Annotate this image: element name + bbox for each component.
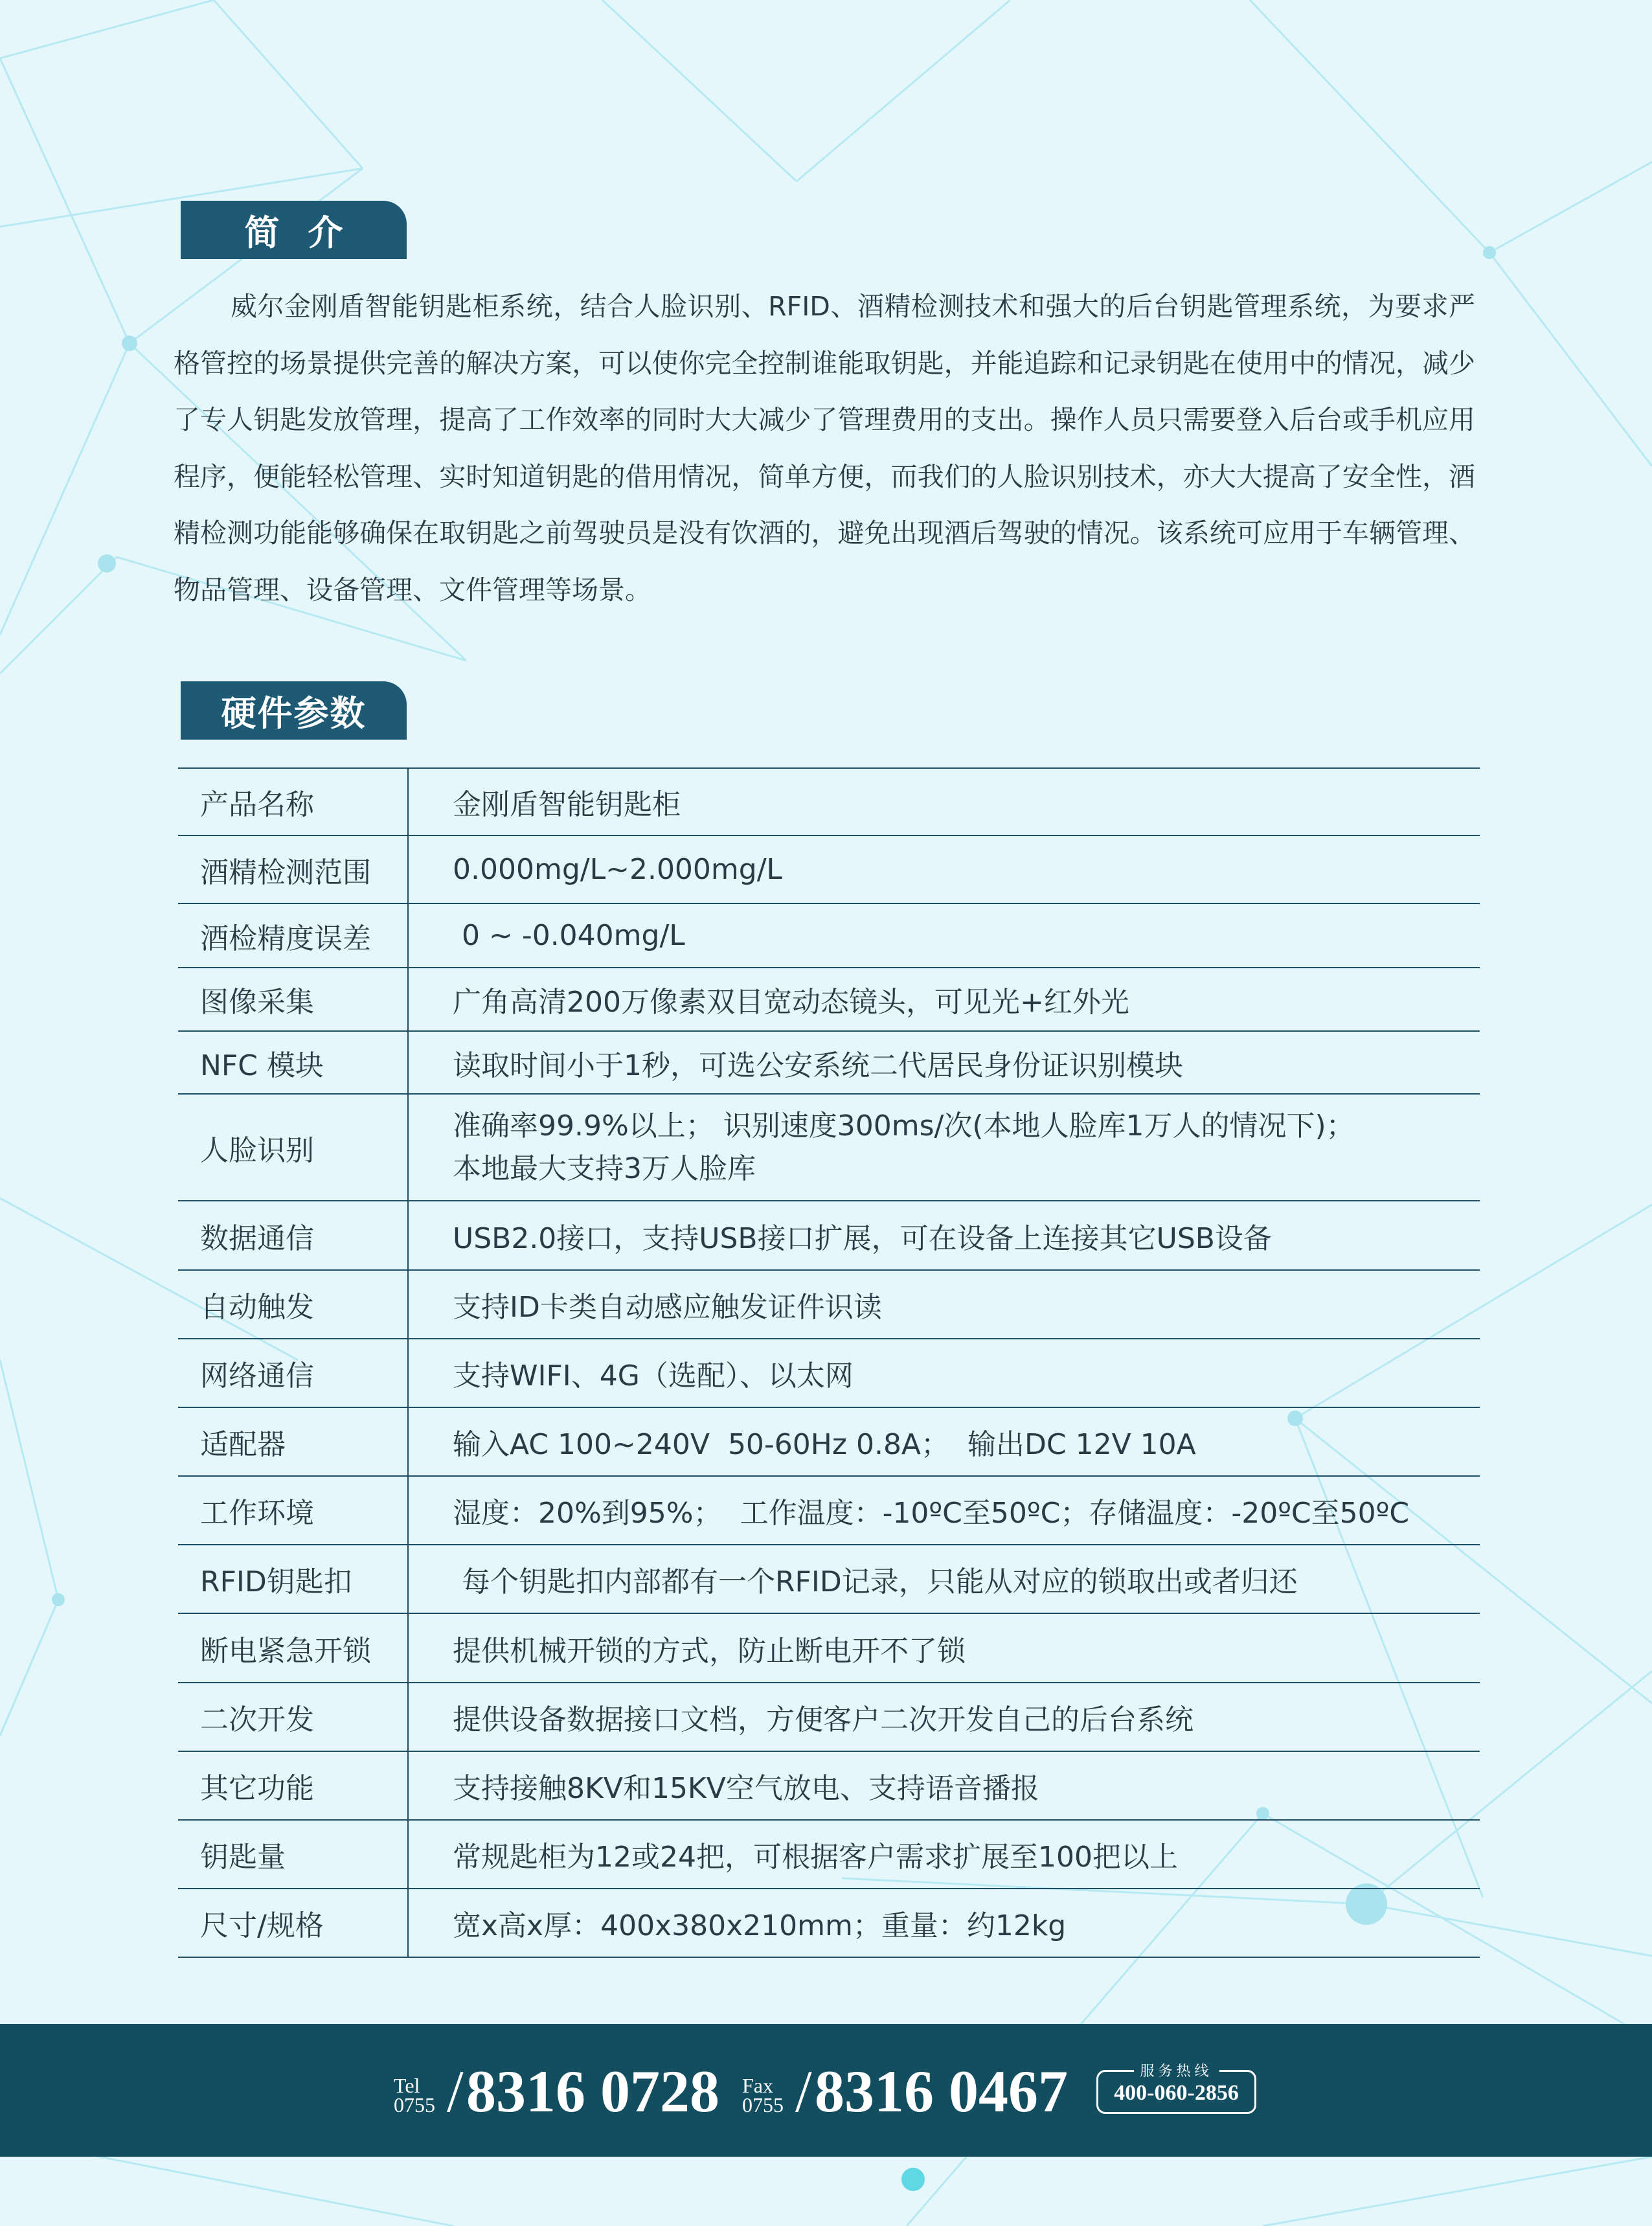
fax-number[interactable]: 8316 0467 — [815, 2058, 1068, 2124]
row-value: 宽x高x厚：400x380x210mm；重量：约12kg — [408, 1889, 1480, 1957]
fax-area-code: 0755 — [742, 2093, 784, 2117]
table-row — [178, 1889, 1480, 1957]
intro-paragraph: 威尔金刚盾智能钥匙柜系统，结合人脸识别、RFID、酒精检测技术和强大的后台钥匙管理系统，为要求严格管控的场景提供完善的解决方案，可以使你完全控制谁能取钥匙，并能追踪和记录钥匙在使用中的情况，减少了专人钥匙发放管理，提高了工作效率的同时大大减少了管理费用的支出。操作人员只需要登入后台或手机应用程序，便能轻松管理、实时知道钥匙的借用情况，简单方便，而我们的人脸识别技术，亦大大提高了安全性，酒精检测功能能够确保在取钥匙之前驾驶员是没有饮酒的，避免出现酒后驾驶的情况。该系统可应用于车辆管理、物品管理、设备管理、文件管理等场景。 — [174, 291, 1475, 606]
hotline-number[interactable]: 400-060-2856 — [1114, 2081, 1239, 2105]
row-value — [408, 1094, 1480, 1201]
table-row — [178, 1201, 1480, 1270]
row-value: 提供机械开锁的方式，防止断电开不了锁 — [408, 1613, 1480, 1683]
table-row — [178, 1545, 1480, 1613]
row-value: 广角高清200万像素双目宽动态镜头，可见光+红外光 — [408, 968, 1480, 1031]
row-value: 支持ID卡类自动感应触发证件识读 — [408, 1270, 1480, 1339]
row-label: 二次开发 — [178, 1683, 408, 1751]
row-label: 酒检精度误差 — [178, 903, 408, 968]
tel-area-code: 0755 — [394, 2093, 435, 2117]
table-row — [178, 1613, 1480, 1683]
row-value: 输入AC 100~240V 50-60Hz 0.8A； 输出DC 12V 10A — [408, 1407, 1480, 1476]
hotline-badge — [1096, 2063, 1256, 2114]
row-label: 人脸识别 — [178, 1094, 408, 1201]
table-row — [178, 1820, 1480, 1889]
row-label: 断电紧急开锁 — [178, 1613, 408, 1683]
table-row — [178, 903, 1480, 968]
table-row — [178, 1094, 1480, 1201]
fax-divider: / — [795, 2058, 812, 2124]
table-row — [178, 968, 1480, 1031]
row-value: 支持接触8KV和15KV空气放电、支持语音播报 — [408, 1751, 1480, 1820]
table-row — [178, 1270, 1480, 1339]
row-label: 钥匙量 — [178, 1820, 408, 1889]
row-label: 工作环境 — [178, 1476, 408, 1545]
row-value: 支持WIFI、4G（选配）、以太网 — [408, 1339, 1480, 1407]
table-row — [178, 1683, 1480, 1751]
row-value: 常规匙柜为12或24把，可根据客户需求扩展至100把以上 — [408, 1820, 1480, 1889]
table-row — [178, 1339, 1480, 1407]
row-value: 金刚盾智能钥匙柜 — [408, 768, 1480, 835]
row-label: 自动触发 — [178, 1270, 408, 1339]
row-value: USB2.0接口，支持USB接口扩展，可在设备上连接其它USB设备 — [408, 1201, 1480, 1270]
row-value: 0 ~ -0.040mg/L — [408, 903, 1480, 968]
row-label: 产品名称 — [178, 768, 408, 835]
row-label: 数据通信 — [178, 1201, 408, 1270]
row-value-line-1: 准确率99.9%以上； 识别速度300ms/次(本地人脸库1万人的情况下)； — [453, 1109, 1355, 1142]
table-row — [178, 835, 1480, 903]
row-value: 0.000mg/L~2.000mg/L — [408, 835, 1480, 903]
row-label: 其它功能 — [178, 1751, 408, 1820]
table-row — [178, 1031, 1480, 1094]
table-row — [178, 1407, 1480, 1476]
row-label: 网络通信 — [178, 1339, 408, 1407]
row-label: NFC 模块 — [178, 1031, 408, 1094]
contact-footer — [0, 2024, 1652, 2157]
row-value: 读取时间小于1秒，可选公安系统二代居民身份证识别模块 — [408, 1031, 1480, 1094]
row-label: 适配器 — [178, 1407, 408, 1476]
tel-divider: / — [447, 2058, 464, 2124]
row-value: 提供设备数据接口文档，方便客户二次开发自己的后台系统 — [408, 1683, 1480, 1751]
table-row — [178, 1476, 1480, 1545]
intro-section-title: 简介 — [181, 201, 407, 259]
table-row — [178, 768, 1480, 835]
fax-label: Fax — [742, 2074, 773, 2097]
row-label: 尺寸/规格 — [178, 1889, 408, 1957]
row-value: 湿度：20%到95%； 工作温度：-10ºC至50ºC；存储温度：-20ºC至50ºC — [408, 1476, 1480, 1545]
fax-prefix — [742, 2076, 794, 2115]
hardware-section-title: 硬件参数 — [181, 681, 407, 740]
row-label: 酒精检测范围 — [178, 835, 408, 903]
hotline-caption: 服务热线 — [1133, 2060, 1219, 2080]
row-label: 图像采集 — [178, 968, 408, 1031]
tel-prefix — [394, 2076, 446, 2115]
row-value-line-2: 本地最大支持3万人脸库 — [453, 1152, 756, 1185]
hardware-spec-table — [178, 767, 1480, 1958]
row-value: 每个钥匙扣内部都有一个RFID记录，只能从对应的锁取出或者归还 — [408, 1545, 1480, 1613]
tel-label: Tel — [394, 2074, 420, 2097]
tel-number[interactable]: 8316 0728 — [466, 2058, 719, 2124]
table-row — [178, 1751, 1480, 1820]
row-label: RFID钥匙扣 — [178, 1545, 408, 1613]
